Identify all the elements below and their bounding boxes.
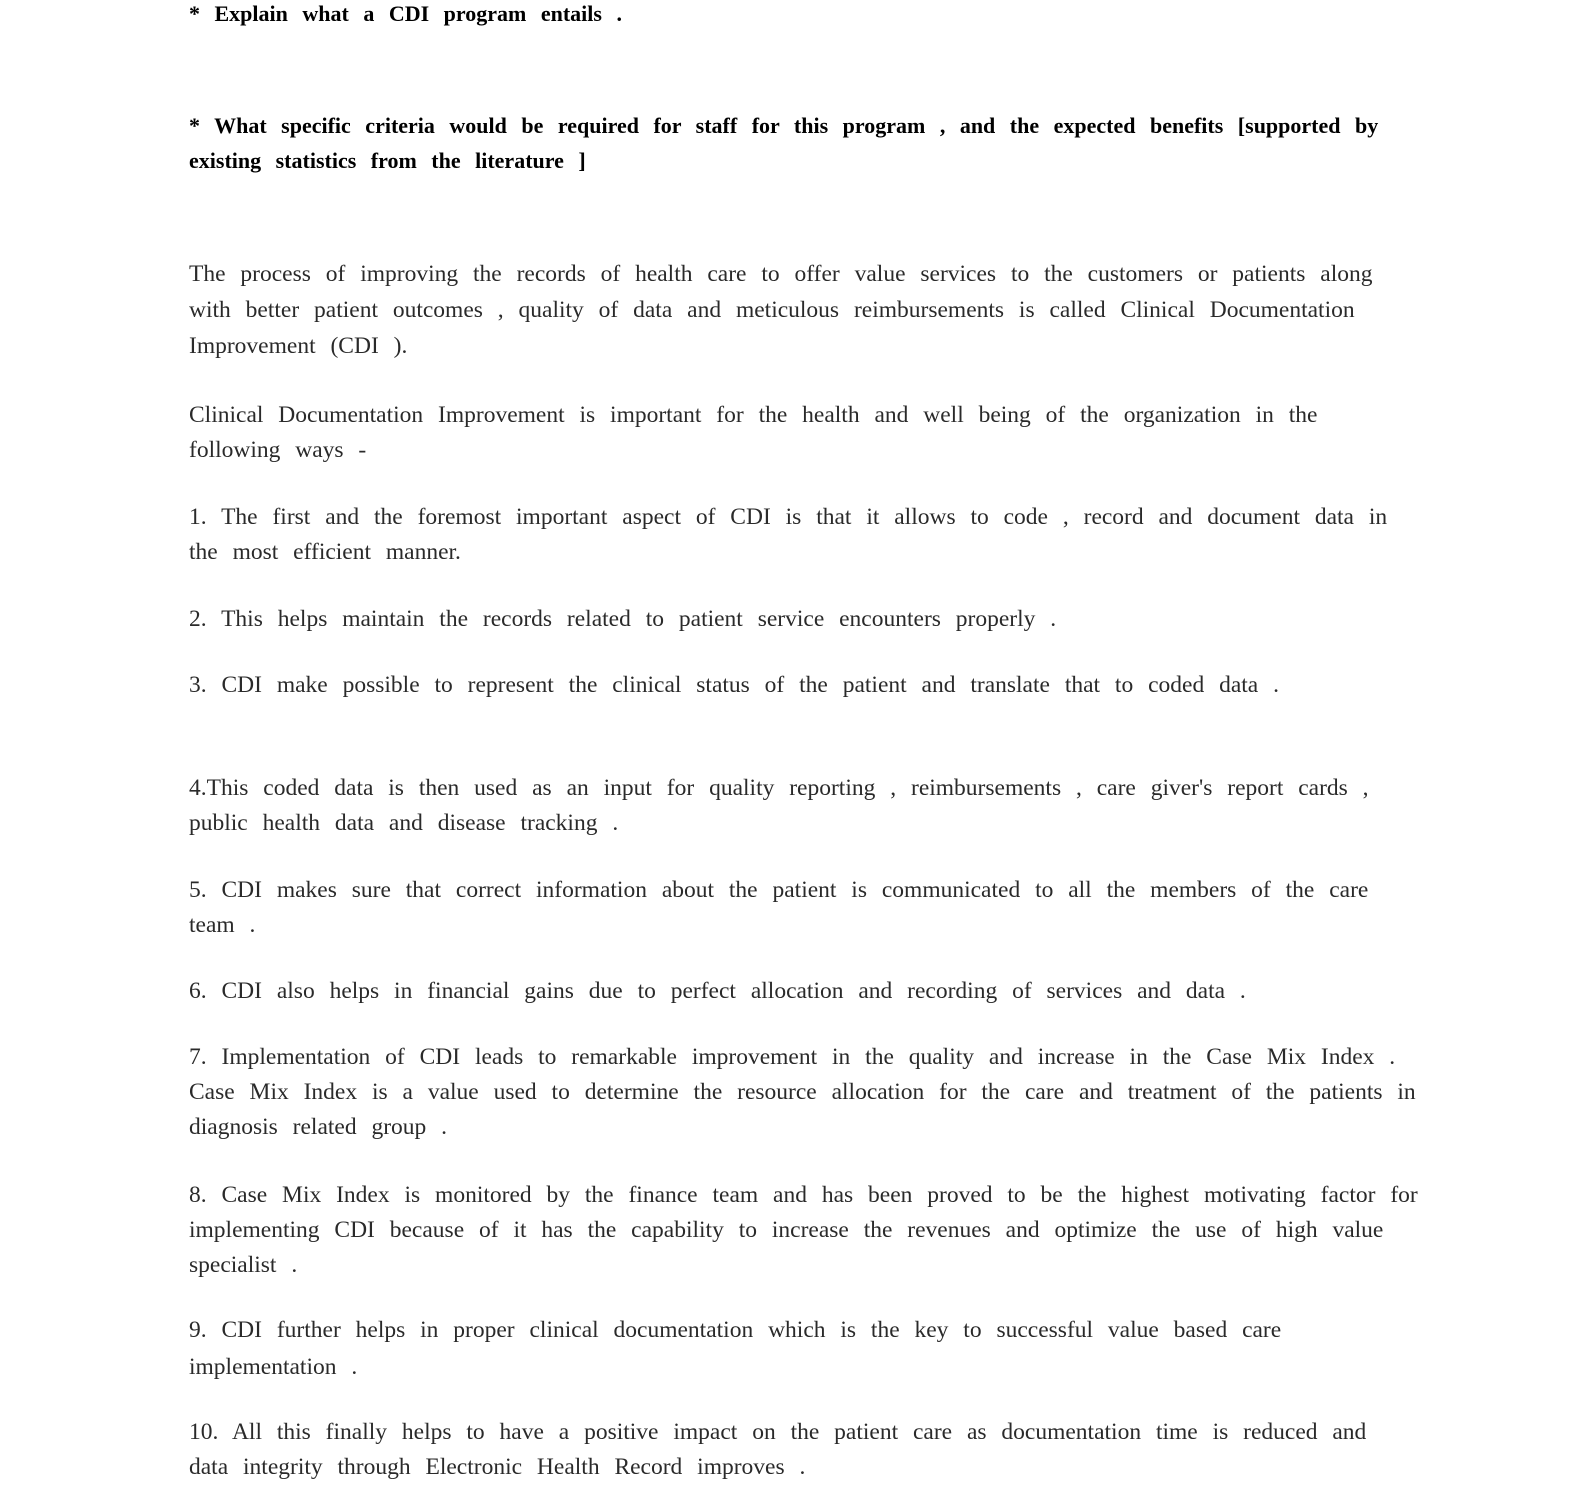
list-item: 3. CDI make possible to represent the clinical status of the patient and translate that to coded data . — [189, 672, 1279, 698]
list-item: 10. All this finally helps to have a positive impact on the patient care as documentation time is reduced and data integrity through Electronic Health Record improves . — [189, 1419, 1367, 1480]
intro-paragraph: The process of improving the records of health care to offer value services to the customers or patients along with better patient outcomes , quality of data and meticulous reimbursements is called Clinical Documentation Improvement (CDI ). — [189, 261, 1373, 359]
list-item: 6. CDI also helps in financial gains due to perfect allocation and recording of services and data . — [189, 978, 1246, 1004]
list-item: 7. Implementation of CDI leads to remarkable improvement in the quality and increase in the Case Mix Index . Case Mix Index is a value used to determine the resource allocation for the care and treatment of the patients in diagnosis related group . — [189, 1044, 1416, 1140]
clinical-paragraph: Clinical Documentation Improvement is important for the health and well being of the organization in the following ways - — [189, 402, 1318, 463]
question-1: * Explain what a CDI program entails . — [189, 1, 622, 26]
list-item: 2. This helps maintain the records related to patient service encounters properly . — [189, 606, 1057, 632]
list-item: 9. CDI further helps in proper clinical documentation which is the key to successful value based care implementation . — [189, 1317, 1282, 1380]
list-item: 4.This coded data is then used as an input for quality reporting , reimbursements , care giver's report cards , public health data and disease tracking . — [189, 775, 1369, 836]
list-item: 8. Case Mix Index is monitored by the finance team and has been proved to be the highest motivating factor for implementing CDI because of it has the capability to increase the revenues and optimize the use of high value specialist . — [189, 1182, 1418, 1278]
list-item: 5. CDI makes sure that correct information about the patient is communicated to all the members of the care team . — [189, 877, 1369, 938]
list-item: 1. The first and the foremost important aspect of CDI is that it allows to code , record and document data in the most efficient manner. — [189, 504, 1388, 565]
question-2: * What specific criteria would be required for staff for this program , and the expected benefits [supported by existing statistics from the literature ] — [189, 113, 1379, 173]
